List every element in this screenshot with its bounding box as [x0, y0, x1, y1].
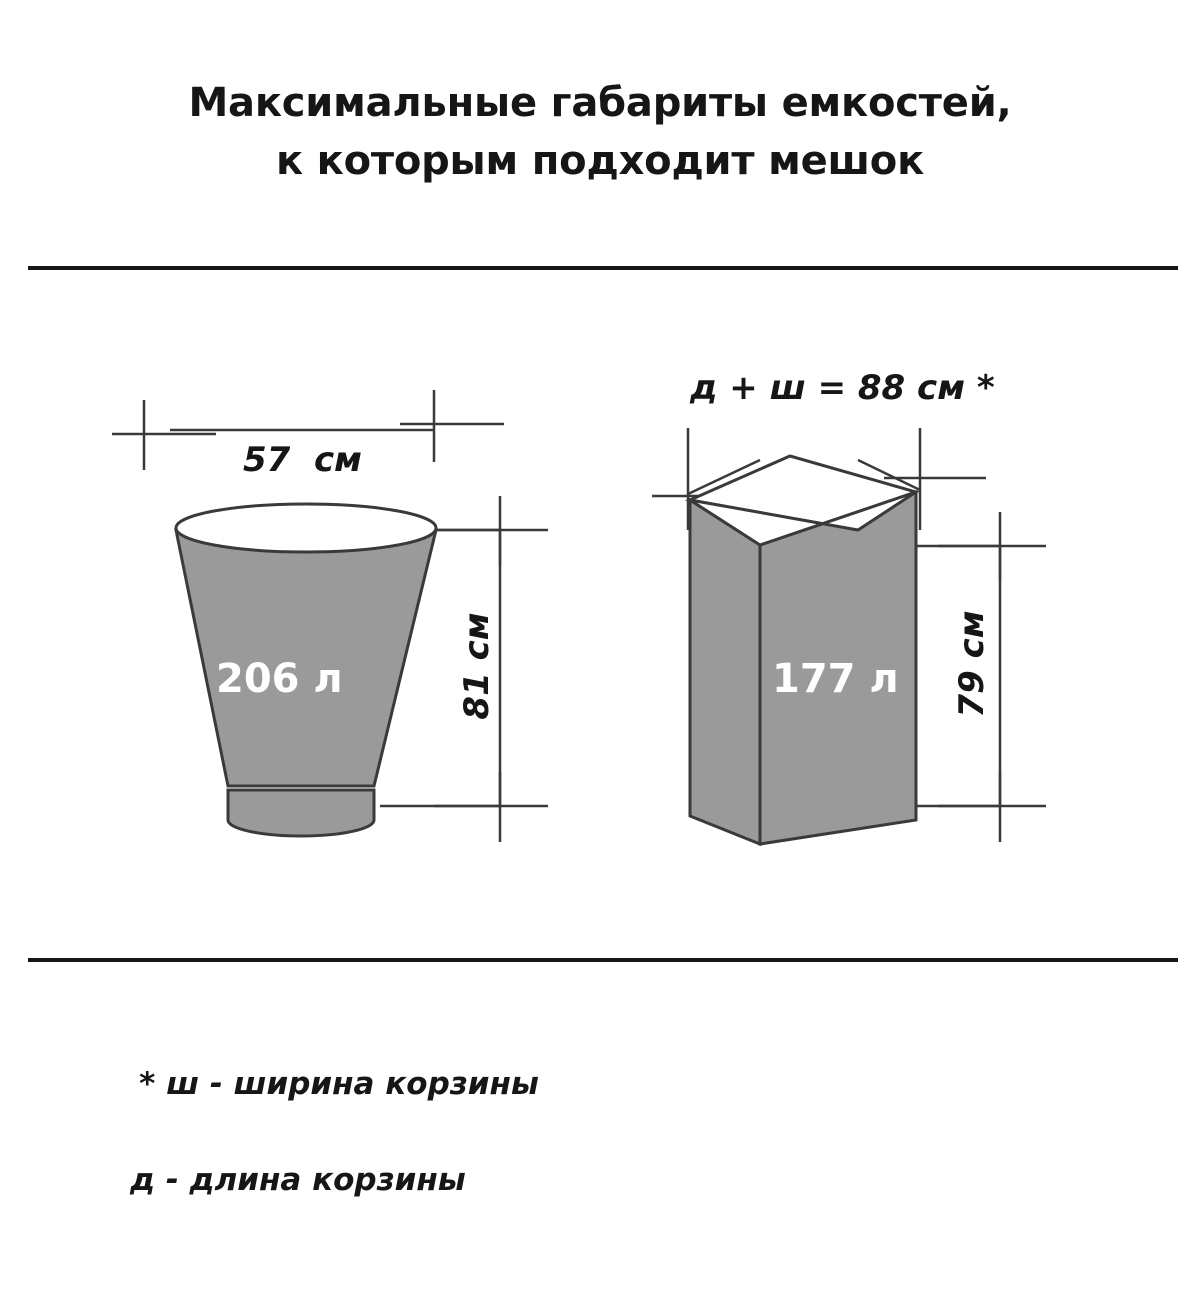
bucket-base [228, 790, 374, 836]
page-title-line-2: к которым подходит мешок [275, 138, 925, 184]
left-width-label: 57 см [243, 440, 362, 480]
page-title-line-1: Максимальные габариты емкостей, [188, 80, 1012, 126]
footnote-line-1: * ш - ширина корзины [139, 1066, 539, 1103]
left-volume-label: 206 л [216, 656, 343, 702]
basket-left-face [690, 500, 760, 844]
right-volume-label: 177 л [772, 656, 899, 702]
footnote [96, 1012, 539, 1300]
left-height-label: 81 см [457, 612, 497, 720]
right-height-label: 79 см [952, 610, 992, 718]
right-top-dimension-label: д + ш = 88 см * [690, 368, 995, 408]
footnote-line-2: д - длина корзины [130, 1162, 466, 1199]
bucket-rim [176, 504, 436, 552]
